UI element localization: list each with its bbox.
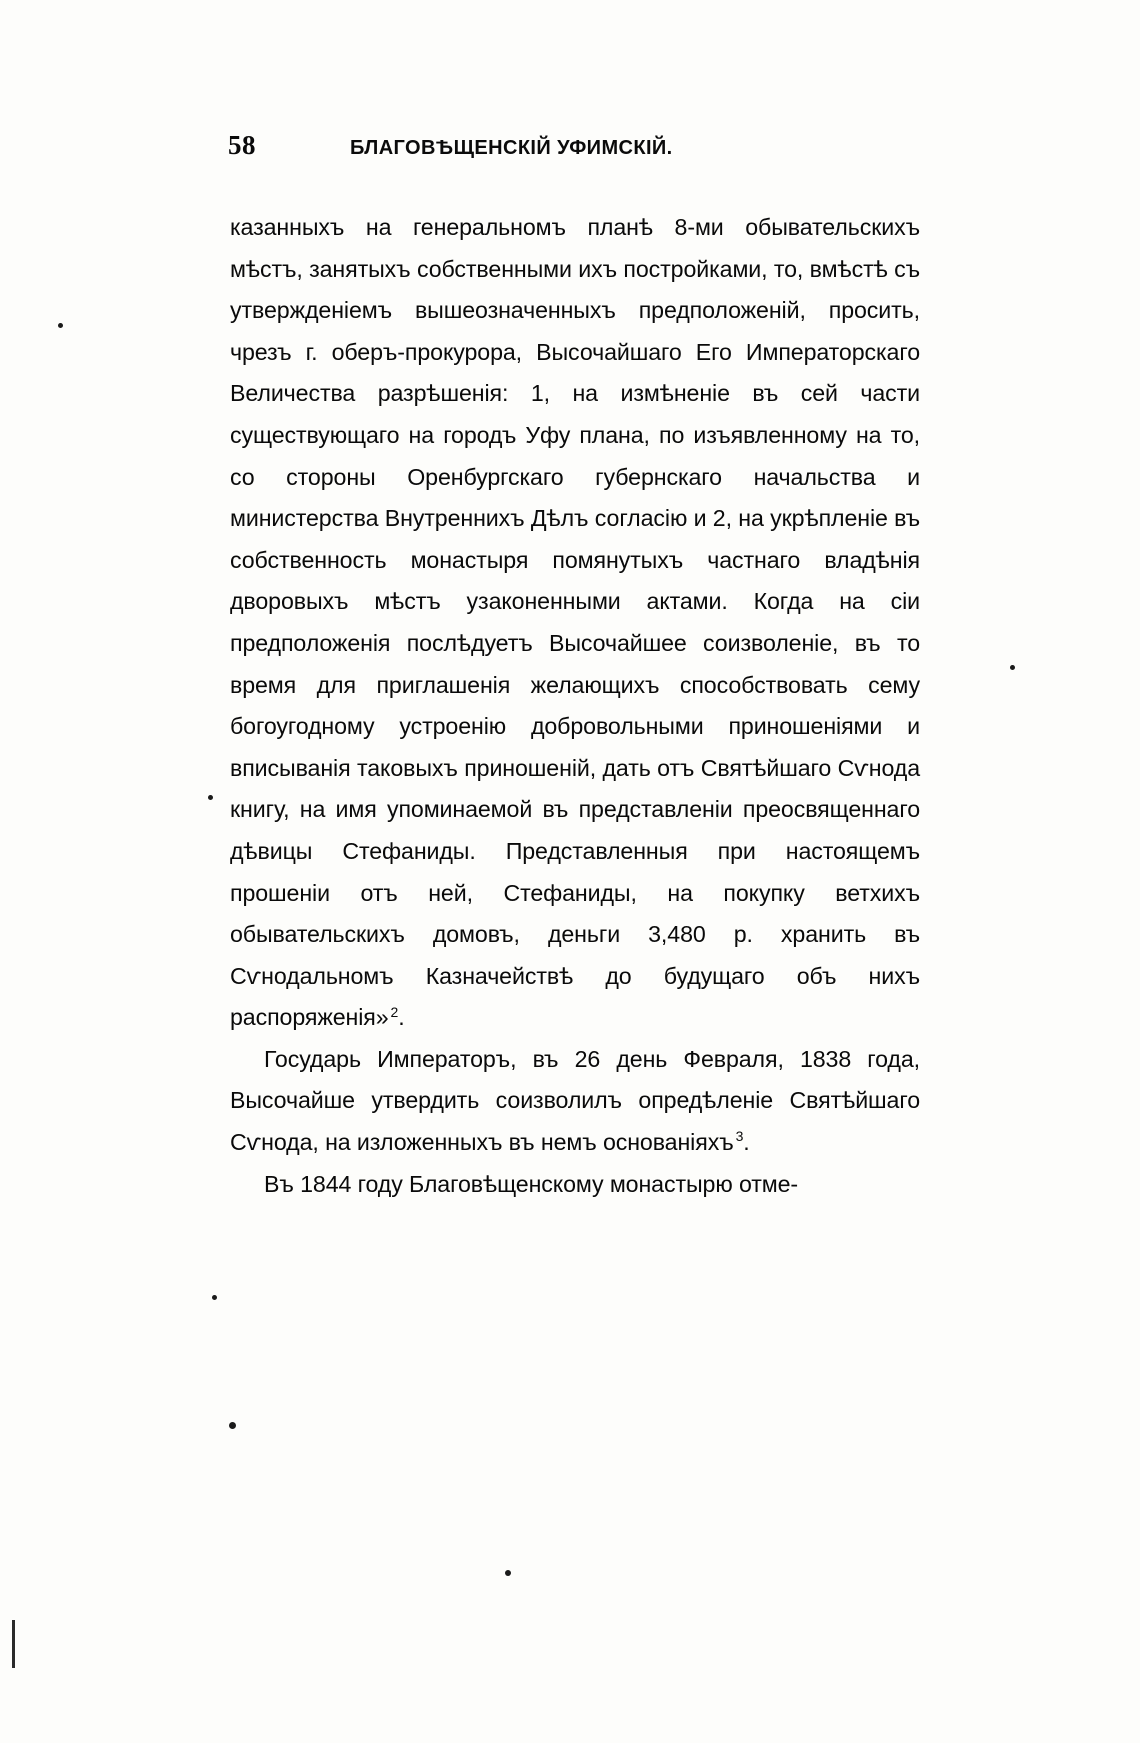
- paragraph-1-text: казанныхъ на генеральномъ планѣ 8-ми обывательскихъ мѣстъ, занятыхъ собственными ихъ постройками, то, вмѣстѣ съ утвержденіемъ вышеозначенныхъ предположеній, просить, чрезъ г. оберъ-прокурора, Высочайшаго Его Императорскаго Величества разрѣшенія: 1, на измѣненіе въ сей части существующаго на городъ Уфу плана, по изъявленному на то, со стороны Оренбургскаго губернскаго начальства и министерства Внутреннихъ Дѣлъ согласію и 2, на укрѣпленіе въ собственность монастыря помянутыхъ частнаго владѣнія дворовыхъ мѣстъ узаконенными актами. Когда на сіи предположенія послѣдуетъ Высочайшее соизволеніе, въ то время для приглашенія желающихъ способствовать сему богоугодному устроенію добровольными приношеніями и вписыванія таковыхъ приношеній, дать отъ Святѣйшаго Сѵнода книгу, на имя упоминаемой въ представленіи преосвященнаго дѣвицы Стефаниды. Представленныя при настоящемъ прошеніи отъ ней, Стефаниды, на покупку ветхихъ обывательскихъ домовъ, деньги 3,480 р. хранить въ Сѵнодальномъ Казначействѣ до будущаго объ нихъ распоряженія»: [230, 214, 920, 1031]
- footnote-marker-3: 3: [735, 1128, 744, 1145]
- scan-speck: [229, 1422, 236, 1429]
- body-text: [230, 207, 920, 1205]
- scan-speck: [212, 1295, 217, 1300]
- page-header: [230, 130, 920, 161]
- paragraph-1: казанныхъ на генеральномъ планѣ 8-ми обывательскихъ мѣстъ, занятыхъ собственными ихъ постройками, то, вмѣстѣ съ утвержденіемъ вышеозначенныхъ предположеній, просить, чрезъ г. оберъ-прокурора, Высочайшаго Его Императорскаго Величества разрѣшенія: 1, на измѣненіе въ сей части существующаго на городъ Уфу плана, по изъявленному на то, со стороны Оренбургскаго губернскаго начальства и министерства Внутреннихъ Дѣлъ согласію и 2, на укрѣпленіе въ собственность монастыря помянутыхъ частнаго владѣнія дворовыхъ мѣстъ узаконенными актами. Когда на сіи предположенія послѣдуетъ Высочайшее соизволеніе, въ то время для приглашенія желающихъ способствовать сему богоугодному устроенію добровольными приношеніями и вписыванія таковыхъ приношеній, дать отъ Святѣйшаго Сѵнода книгу, на имя упоминаемой въ представленіи преосвященнаго дѣвицы Стефаниды. Представленныя при настоящемъ прошеніи отъ ней, Стефаниды, на покупку ветхихъ обывательскихъ домовъ, деньги 3,480 р. хранить въ Сѵнодальномъ Казначействѣ до будущаго объ нихъ распоряженія» $^2$.: [230, 214, 920, 1031]
- scan-speck: [208, 795, 213, 800]
- paragraph-3: [230, 1164, 920, 1206]
- page-number: 58: [228, 130, 256, 160]
- paragraph-2-text: Государь Императоръ, въ 26 день Февраля, 1838 года, Высочайше утвердить соизволилъ опредѣленіе Святѣйшаго Сѵнода, на изложенныхъ въ немъ основаніяхъ: [230, 1045, 920, 1156]
- scan-speck: [1010, 665, 1015, 670]
- footnote-marker-2: 2: [390, 1003, 399, 1020]
- page-edge-mark: [12, 1620, 15, 1668]
- scan-speck: [505, 1570, 511, 1576]
- paragraph-3-text: Въ 1844 году Благовѣщенскому монастырю отме-: [264, 1170, 799, 1197]
- page-content: [230, 130, 920, 1205]
- paragraph-2: Государь Императоръ, въ 26 день Февраля, 1838 года, Высочайше утвердить соизволилъ опредѣленіе Святѣйшаго Сѵнода, на изложенныхъ въ немъ основаніяхъ $^3$.: [230, 1045, 920, 1156]
- scan-speck: [58, 323, 63, 328]
- running-head: БЛАГОВѢЩЕНСКІЙ УФИМСКІЙ.: [350, 137, 673, 159]
